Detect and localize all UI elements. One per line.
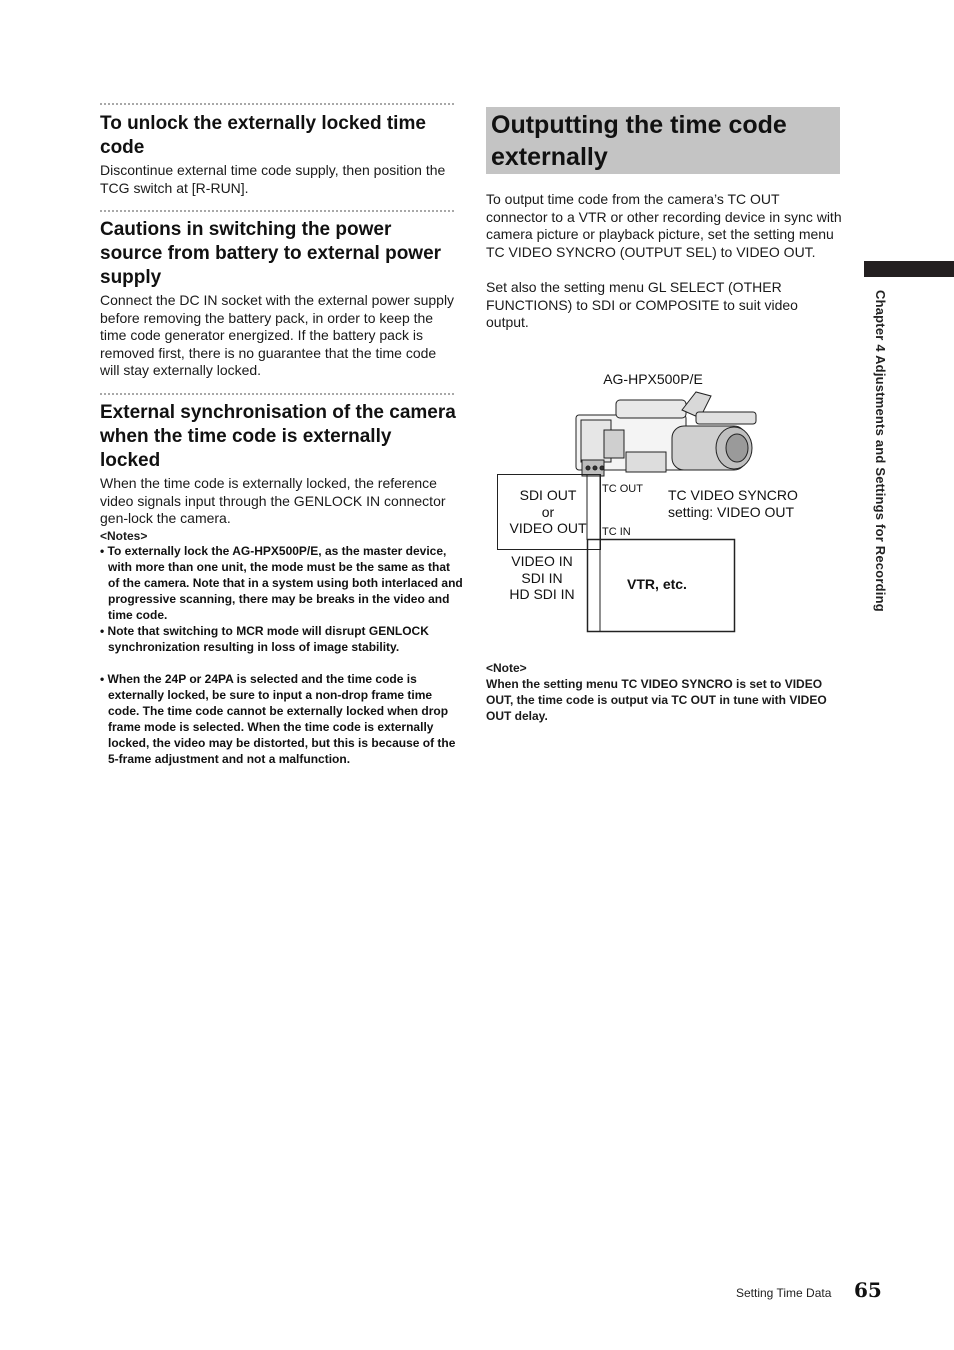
note-item: • Note that switching to MCR mode will disrupt GENLOCK synchronization resulting in loss of image stability. — [100, 624, 429, 655]
sdi-in-label: SDI IN — [521, 569, 563, 586]
chapter-title: Chapter 4 Adjustments and Settings for Recording — [873, 290, 888, 612]
page-number: 65 — [854, 1278, 882, 1302]
video-out-label: VIDEO OUT — [509, 520, 587, 536]
input-labels — [496, 553, 588, 603]
camera-label: AG-HPX500P/E — [603, 371, 703, 387]
connection-diagram — [486, 360, 842, 640]
note-body: When the setting menu TC VIDEO SYNCRO is set to VIDEO OUT, the time code is output via TC OUT in tune with VIDEO OUT delay. — [486, 677, 827, 723]
note-item: • When the 24P or 24PA is selected and the time code is externally locked, be sure to input a non-drop frame time code. The time code cannot be externally locked when drop frame mode is selected. When the time code is externally locked, the video may be distorted, but this is because of the 5-frame adjustment and not a malfunction. — [100, 672, 456, 767]
setting-labels — [668, 487, 808, 520]
output-body-1: To output time code from the camera’s TC OUT connector to a VTR or other recording device in sync with camera picture or playback picture, set the setting menu TC VIDEO SYNCRO (OUTPUT SEL) to VIDEO OUT. — [486, 191, 842, 260]
sdi-out-label: SDI OUT — [519, 487, 577, 503]
section-divider — [100, 103, 454, 105]
vtr-label: VTR, etc. — [627, 576, 687, 592]
external-sync-body: When the time code is externally locked, the reference video signals input through the GENLOCK IN connector gen-lock the camera. — [100, 475, 446, 527]
external-sync-heading: External synchronisation of the camera when the time code is externally locked — [100, 402, 456, 471]
tc-in-label: TC IN — [602, 526, 631, 538]
section-title: Outputting the time code externally — [491, 111, 787, 171]
camera-icon — [576, 392, 756, 476]
video-in-label: VIDEO IN — [511, 553, 573, 569]
notes-label: <Notes> — [100, 529, 148, 543]
section-divider — [100, 393, 454, 395]
or-label: or — [541, 503, 555, 520]
section-divider — [100, 210, 454, 212]
unlock-body: Discontinue external time code supply, then position the TCG switch at [R-RUN]. — [100, 162, 446, 196]
section-title-banner — [486, 107, 840, 174]
note-item: • To externally lock the AG-HPX500P/E, as the master device, with more than one unit, the mode must be the same as that of the camera. Note that in a system using both interlaced and progressive scanning, there may be breaks in the video and time code. — [100, 544, 463, 623]
output-body-2: Set also the setting menu GL SELECT (OTHER FUNCTIONS) to SDI or COMPOSITE to suit video output. — [486, 279, 798, 331]
setting-line: TC VIDEO SYNCRO — [668, 487, 798, 503]
chapter-side-label — [873, 290, 891, 690]
chapter-tab-marker — [864, 261, 954, 277]
output-labels — [498, 487, 598, 537]
note-label: <Note> — [486, 661, 527, 675]
cautions-body: Connect the DC IN socket with the external power supply before removing the battery pack, in order to keep the time code generator energized. If the battery pack is removed first, there is no guarantee that the time code will stay externally locked. — [100, 292, 455, 379]
cautions-heading: Cautions in switching the power source from battery to external power supply — [100, 219, 442, 288]
footer-section-label: Setting Time Data — [736, 1286, 832, 1300]
hd-sdi-in-label: HD SDI IN — [509, 586, 575, 602]
tc-out-label: TC OUT — [602, 483, 643, 495]
setting-line: setting: VIDEO OUT — [668, 503, 795, 520]
unlock-heading: To unlock the externally locked time code — [100, 113, 426, 158]
